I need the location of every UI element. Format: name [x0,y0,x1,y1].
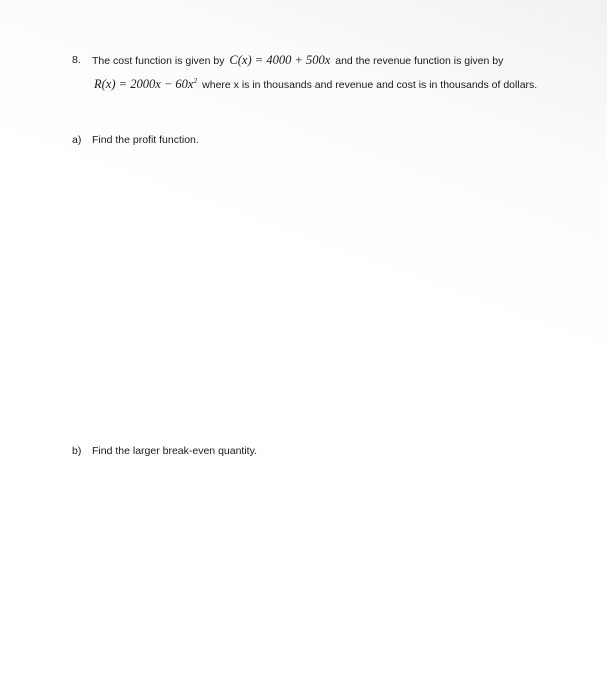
question-line-1 [92,53,503,68]
revenue-formula-base: R(x) = 2000x − 60x [94,77,194,91]
question-intro-text: The cost function is given by [92,55,225,67]
revenue-function-formula [92,77,199,91]
part-a-label: a) [72,134,82,146]
part-b [72,444,257,458]
revenue-formula-exponent: 2 [193,76,198,85]
part-b-text: Find the larger break-even quantity. [92,445,257,457]
part-a [72,133,199,147]
part-a-text: Find the profit function. [92,134,199,146]
cost-function-formula: C(x) = 4000 + 500x [229,53,331,67]
question-line-2 [92,74,537,92]
part-b-label: b) [72,445,82,457]
question-number: 8. [72,54,81,66]
question-line2-suffix: where x is in thousands and revenue and cost is in thousands of dollars. [202,79,538,91]
question-line1-suffix: and the revenue function is given by [335,55,504,67]
